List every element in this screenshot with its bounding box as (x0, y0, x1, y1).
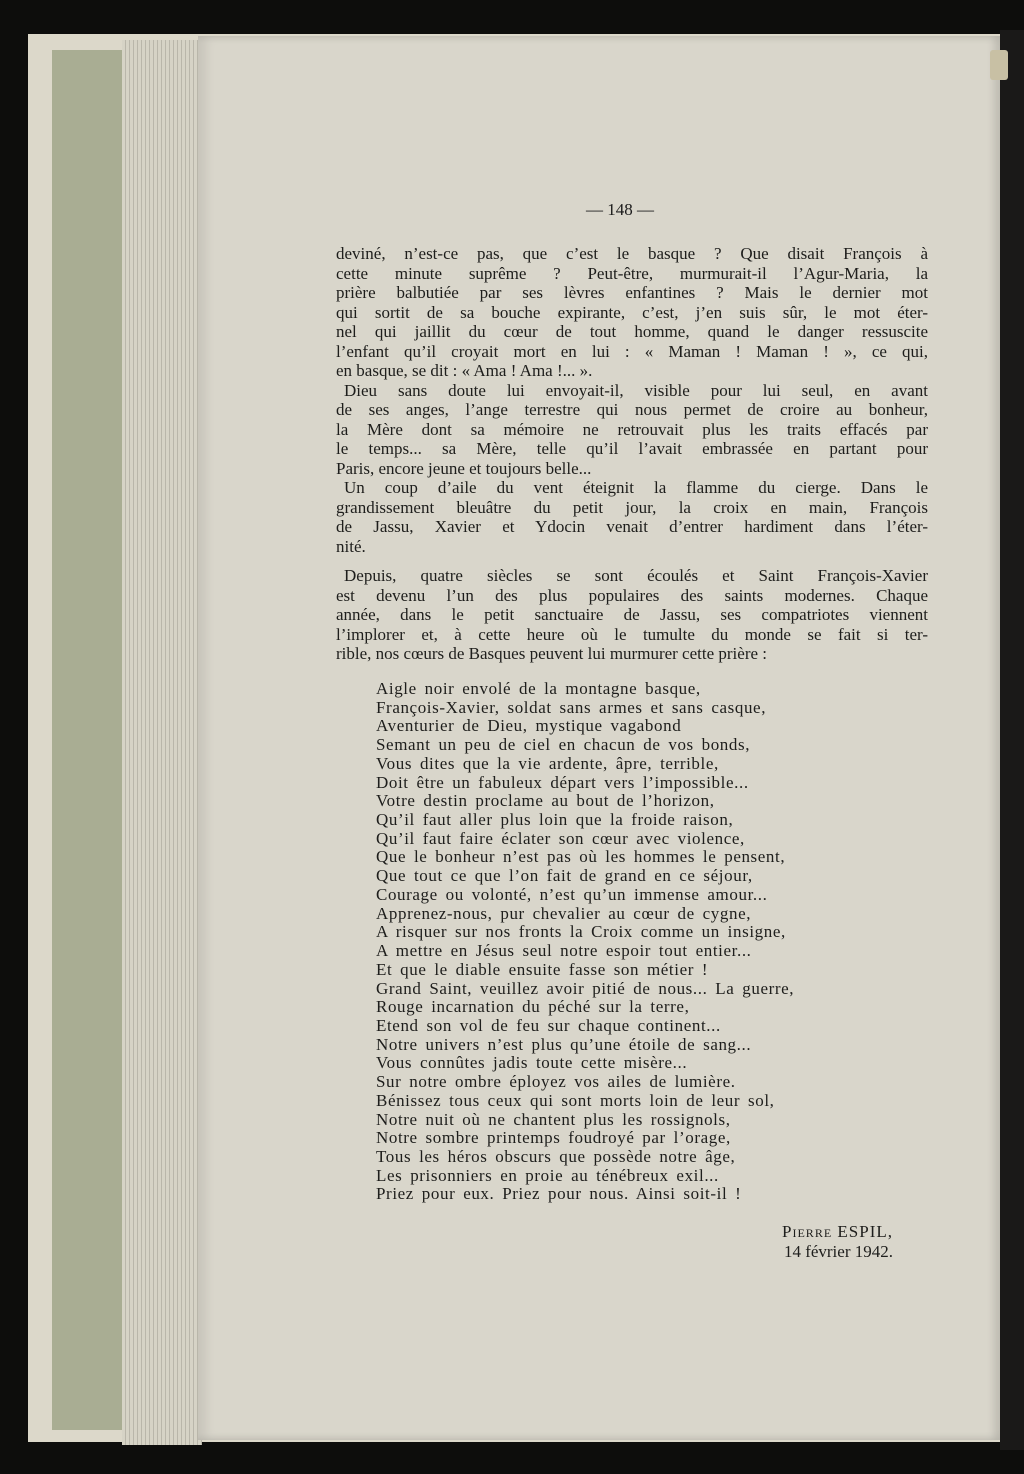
signature-date: 14 février 1942. (783, 1242, 893, 1261)
prose-line: Paris, encore jeune et toujours belle... (336, 458, 592, 478)
poem-line: Et que le diable ensuite fasse son métier ! (376, 959, 709, 979)
poem-line: Notre univers n’est plus qu’une étoile de sang... (376, 1034, 752, 1054)
poem-line: Vous connûtes jadis toute cette misère... (376, 1053, 688, 1073)
poem-line: Vous dites que la vie ardente, âpre, terrible, (376, 753, 719, 773)
signature-block (782, 1222, 893, 1262)
poem-line: Aigle noir envolé de la montagne basque, (376, 679, 701, 698)
prose-line: l’enfant qu’il croyait mort en lui : « Maman ! Maman ! », ce qui, (336, 341, 928, 361)
book-gutter (1000, 30, 1024, 1450)
poem-line: Semant un peu de ciel en chacun de vos bonds, (376, 735, 751, 755)
prose-line: nité. (336, 536, 366, 556)
poem (376, 680, 794, 1204)
prose-line: cette minute suprême ? Peut-être, murmurait-il l’Agur-Maria, la (336, 263, 928, 283)
poem-line: Que le bonheur n’est pas où les hommes le pensent, (376, 847, 786, 867)
poem-line: Notre nuit où ne chantent plus les rossignols, (376, 1109, 731, 1129)
prose-line: l’implorer et, à cette heure où le tumulte du monde se fait si ter- (336, 624, 928, 644)
poem-line: Notre sombre printemps foudroyé par l’orage, (376, 1128, 731, 1148)
prose-line: le temps... sa Mère, telle qu’il l’avait embrassée en partant pour (336, 439, 928, 458)
prose-line: la Mère dont sa mémoire ne retrouvait plus les traits effacés par (336, 419, 928, 439)
prose-line: Un coup d’aile du vent éteignit la flamme du cierge. Dans le (344, 478, 928, 497)
cover-spine-strip (52, 50, 126, 1430)
poem-line: A mettre en Jésus seul notre espoir tout entier... (376, 941, 752, 961)
prose-line: en basque, se dit : « Ama ! Ama !... ». (336, 361, 593, 380)
prose-line: Depuis, quatre siècles se sont écoulés et Saint François-Xavier (344, 566, 928, 585)
poem-line: Bénissez tous ceux qui sont morts loin de leur sol, (376, 1090, 775, 1110)
poem-line: Courage ou volonté, n’est qu’un immense amour... (376, 884, 768, 904)
poem-line: Grand Saint, veuillez avoir pitié de nous... La guerre, (376, 978, 795, 998)
prose-line: de ses anges, l’ange terrestre qui nous permet de croire au bonheur, (336, 400, 928, 419)
prose-line: prière balbutiée par ses lèvres enfantines ? Mais le dernier mot (336, 283, 928, 302)
page-tab (990, 50, 1008, 80)
prose-line: de Jassu, Xavier et Ydocin venait d’entrer hardiment dans l’éter- (336, 517, 928, 536)
poem-line: Qu’il faut faire éclater son cœur avec violence, (376, 828, 745, 848)
poem-line: Les prisonniers en proie au ténébreux exil... (376, 1165, 719, 1185)
poem-line: A risquer sur nos fronts la Croix comme un insigne, (376, 922, 786, 942)
prose-line: nel qui jaillit du cœur de tout homme, quand le danger ressuscite (336, 322, 928, 341)
poem-line: Qu’il faut aller plus loin que la froide raison, (376, 810, 734, 830)
poem-line: Que tout ce que l’on fait de grand en ce séjour, (376, 866, 753, 886)
poem-line: Tous les héros obscurs que possède notre âge, (376, 1146, 736, 1166)
prose-column (336, 244, 928, 664)
paragraph-gap (336, 556, 928, 566)
poem-line: François-Xavier, soldat sans armes et sans casque, (376, 697, 767, 717)
prose-line: est devenu l’un des plus populaires des saints modernes. Chaque (336, 585, 928, 605)
author-name: Pierre ESPIL, (782, 1222, 893, 1241)
poem-line: Priez pour eux. Priez pour nous. Ainsi soit-il ! (376, 1184, 742, 1204)
prose-line: grandissement bleuâtre du petit jour, la croix en main, François (336, 497, 928, 517)
poem-line: Etend son vol de feu sur chaque continent... (376, 1015, 721, 1035)
poem-line: Votre destin proclame au bout de l’horizon, (376, 791, 715, 811)
prose-line: année, dans le petit sanctuaire de Jassu, ses compatriotes viennent (336, 605, 928, 624)
page-edges (122, 40, 202, 1445)
prose-line: deviné, n’est-ce pas, que c’est le basque ? Que disait François à (336, 244, 928, 263)
poem-line: Doit être un fabuleux départ vers l’impossible... (376, 772, 749, 792)
poem-line: Aventurier de Dieu, mystique vagabond (376, 716, 682, 736)
prose-line: rible, nos cœurs de Basques peuvent lui murmurer cette prière : (336, 644, 768, 663)
page-number: — 148 — (586, 200, 654, 219)
poem-line: Rouge incarnation du péché sur la terre, (376, 997, 690, 1017)
poem-line: Apprenez-nous, pur chevalier au cœur de cygne, (376, 903, 752, 923)
prose-line: qui sortit de sa bouche expirante, c’est, j’en suis sûr, le mot éter- (336, 302, 928, 322)
prose-line: Dieu sans doute lui envoyait-il, visible pour lui seul, en avant (344, 380, 928, 400)
poem-line: Sur notre ombre éployez vos ailes de lumière. (376, 1072, 736, 1092)
